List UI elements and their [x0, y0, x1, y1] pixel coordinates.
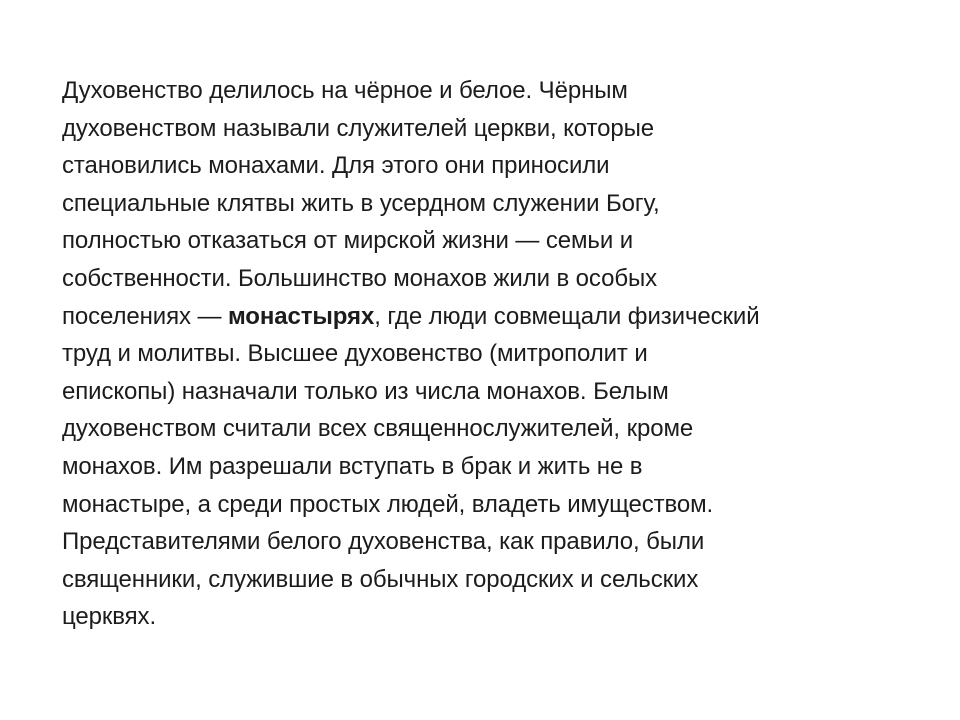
paragraph-line-11: монахов. Им разрешали вступать в брак и жить не в — [62, 452, 643, 480]
bold-term-monastery: монастырях — [227, 302, 375, 330]
paragraph-line-1: Духовенство делилось на чёрное и белое. Чёрным — [62, 77, 628, 104]
paragraph-line-4: специальные клятвы жить в усердном служении Богу, — [62, 189, 660, 217]
paragraph-line-2: духовенством называли служителей церкви, которые — [62, 114, 655, 142]
paragraph-line-10: духовенством считали всех священнослужителей, кроме — [62, 415, 694, 443]
body-paragraph — [62, 72, 912, 636]
line-7-text-before: поселениях — — [62, 302, 228, 330]
paragraph-line-8: труд и молитвы. Высшее духовенство (митрополит и — [62, 340, 648, 368]
paragraph-line-7 — [62, 298, 912, 336]
paragraph-line-9: епископы) назначали только из числа монахов. Белым — [62, 377, 669, 405]
paragraph-line-13: Представителями белого духовенства, как правило, были — [62, 528, 705, 556]
paragraph-line-14: священники, служившие в обычных городских и сельских — [62, 565, 699, 593]
paragraph-line-12: монастыре, а среди простых людей, владеть имуществом. — [62, 490, 714, 518]
paragraph-line-6: собственности. Большинство монахов жили в особых — [62, 264, 658, 292]
paragraph-line-3: становились монахами. Для этого они приносили — [62, 152, 610, 180]
paragraph-line-15: церквях. — [62, 603, 157, 631]
line-7-text-after: , где люди совмещали физический — [374, 302, 760, 330]
paragraph-line-5: полностью отказаться от мирской жизни — семьи и — [62, 227, 634, 255]
